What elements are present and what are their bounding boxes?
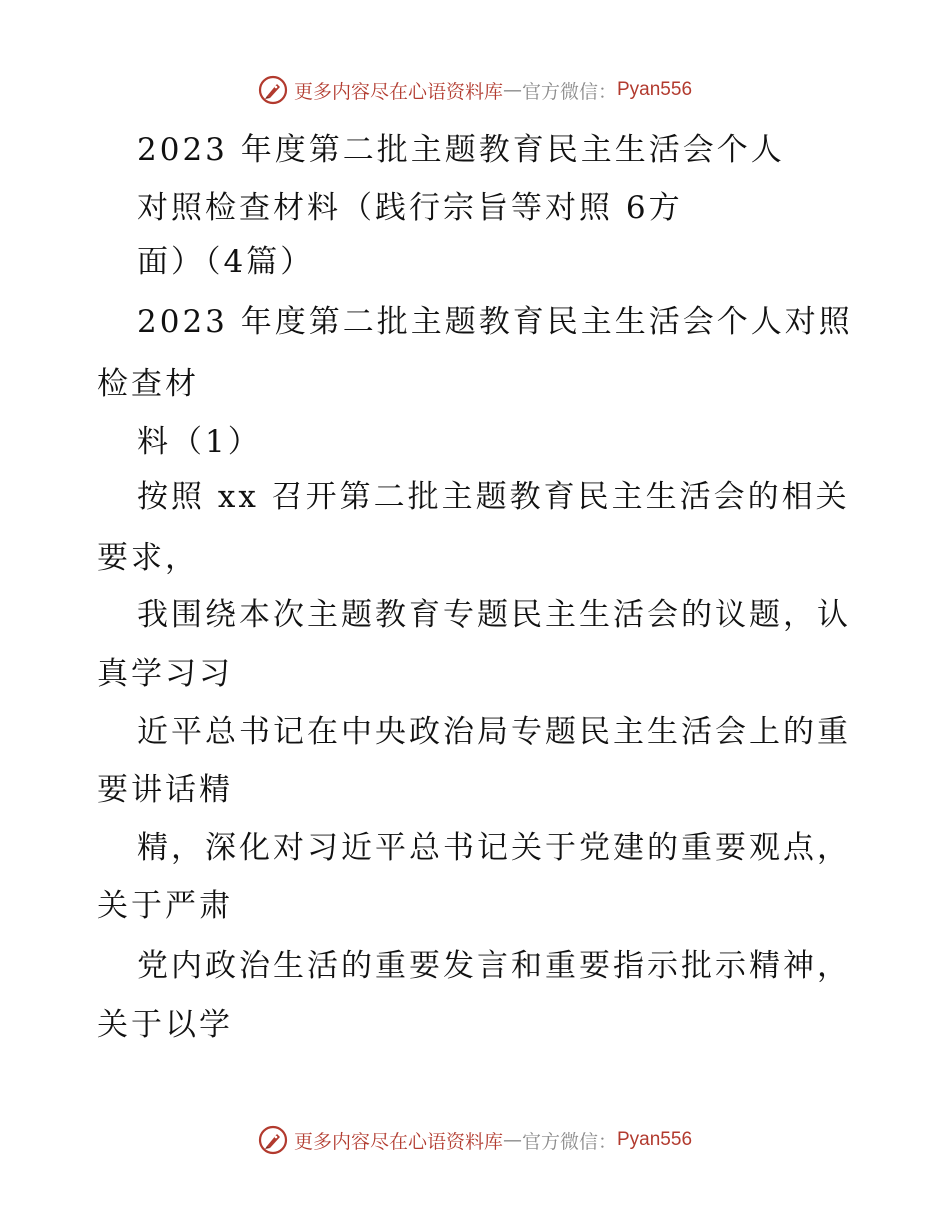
paragraph-line: 近平总书记在中央政治局专题民主生活会上的重 (137, 714, 851, 750)
footer-wechat-id: Pyan556 (617, 1129, 693, 1150)
paragraph-line: 我围绕本次主题教育专题民主生活会的议题，认 (137, 597, 851, 633)
paragraph-line: 关于以学 (97, 1007, 233, 1043)
header-separator: — (502, 79, 522, 101)
footer-site-text: 更多内容尽在心语资料库 (293, 1130, 503, 1153)
header-banner (0, 70, 950, 110)
title-line-1: 2023 年度第二批主题教育民主生活会个人 (137, 132, 785, 168)
paragraph-line: 要讲话精 (97, 772, 233, 808)
footer-banner (0, 1120, 950, 1160)
paragraph-line: 关于严肃 (97, 888, 233, 924)
subtitle-line-2: 检查材 (97, 366, 199, 402)
title-line-3: 面）（4篇） (137, 244, 315, 280)
paragraph-line: 真学习习 (97, 656, 233, 692)
header-site-text: 更多内容尽在心语资料库 (293, 80, 503, 103)
title-line-2: 对照检查材料（践行宗旨等对照 6方 (137, 190, 683, 226)
header-wechat-label: 官方微信： (521, 80, 617, 103)
subtitle-line-3: 料（1） (137, 424, 262, 460)
footer-separator: — (502, 1129, 522, 1151)
subtitle-line-1: 2023 年度第二批主题教育民主生活会个人对照 (137, 304, 853, 340)
footer-wechat-label: 官方微信： (521, 1130, 617, 1153)
paragraph-line: 党内政治生活的重要发言和重要指示批示精神， (137, 948, 851, 984)
header-wechat-id: Pyan556 (617, 79, 693, 100)
paragraph-line: 要求， (97, 540, 199, 576)
paragraph-line: 按照 xx 召开第二批主题教育民主生活会的相关 (137, 479, 850, 515)
pen-nib-logo-icon (258, 75, 288, 105)
paragraph-line: 精，深化对习近平总书记关于党建的重要观点， (137, 830, 851, 866)
pen-nib-logo-icon (258, 1125, 288, 1155)
